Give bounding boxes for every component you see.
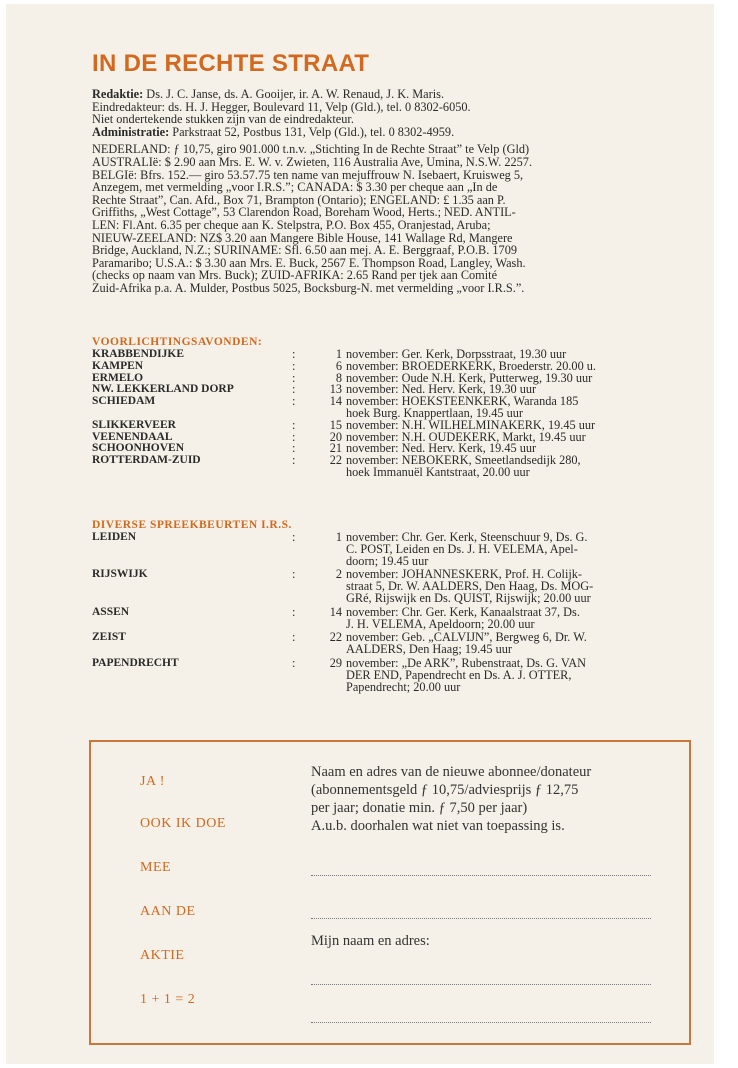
coupon-equation: 1 + 1 = 2: [140, 992, 196, 1007]
event-text-continued: J. H. VELEMA, Apeldoorn; 20.00 uur: [346, 616, 535, 631]
event-details: [322, 569, 702, 604]
coupon-mee: MEE: [140, 860, 172, 875]
masthead: [92, 88, 692, 295]
event-text: november: Chr. Ger. Kerk, Steenschuur 9, Ds. G.: [346, 530, 588, 544]
redaktie-label: Redaktie:: [92, 87, 144, 101]
event-day: 14: [329, 394, 342, 409]
note-line: Niet ondertekende stukken zijn van de eindredakteur.: [92, 112, 354, 127]
magazine-title: IN DE RECHTE STRAAT: [92, 50, 370, 77]
subscription-line: Zuid-Afrika p.a. A. Mulder, Postbus 5025, Bocksburg-N. met vermelding „voor I.R.S.”.: [92, 280, 525, 295]
voorlichting-section: [92, 335, 702, 479]
event-text: november: JOHANNESKERK, Prof. H. Colijk-: [346, 567, 583, 582]
subscription-line: Rechte Straat”, Can. Afd., Box 71, Brampton (Ontario); ENGELAND: £ 1.35 aan P.: [92, 192, 506, 207]
event-details: [322, 632, 702, 656]
event-row: [92, 569, 702, 604]
event-day: 29: [329, 655, 342, 670]
event-text: november: N.H. WILHELMINAKERK, 19.45 uur: [346, 417, 596, 432]
event-details: [322, 604, 702, 631]
event-colon: :: [292, 630, 296, 645]
coupon-instructions: [311, 763, 661, 835]
event-colon: :: [292, 347, 296, 361]
event-place: RIJSWIJK: [92, 568, 148, 581]
event-row: [92, 532, 702, 567]
event-text: november: „De ARK”, Rubenstraat, Ds. G. VAN: [346, 655, 586, 670]
new-subscriber-line-2[interactable]: [311, 918, 651, 919]
subscription-line: Anzegem, met vermelding „voor I.R.S.”; CANADA: $ 3.30 per cheque aan „In de: [92, 180, 498, 195]
event-place: SLIKKERVEER: [92, 418, 176, 431]
event-text: november: BROEDERKERK, Broederstr. 20.00 u.: [346, 358, 597, 373]
event-place: ZEIST: [92, 631, 126, 644]
event-day: 6: [335, 358, 342, 373]
event-day: 8: [335, 370, 342, 385]
coupon-aktie: AKTIE: [140, 948, 185, 963]
event-day: 1: [335, 530, 342, 544]
event-day: 1: [335, 347, 342, 361]
event-day: 14: [329, 604, 342, 619]
event-colon: :: [292, 530, 296, 544]
event-text: november: NEBOKERK, Smeetlandsedijk 280,: [346, 453, 581, 468]
event-colon: :: [292, 567, 296, 582]
subscription-line: LEN: Fl.Ant. 6.35 per cheque aan K. Stelpstra, P.O. Box 455, Oranjestad, Aruba;: [92, 217, 491, 232]
event-text: november: Geb. „CALVIJN”, Bergweg 6, Dr. W.: [346, 630, 587, 645]
voorlichting-heading: VOORLICHTINGSAVONDEN:: [92, 336, 263, 348]
event-text: november: Ned. Herv. Kerk, 19.30 uur: [346, 382, 537, 397]
eindredakteur-line: Eindredakteur: ds. H. J. Hegger, Boulevard 11, Velp (Gld.), tel. 0 8302-6050.: [92, 99, 471, 114]
instruction-line: A.u.b. doorhalen wat niet van toepassing is.: [311, 818, 565, 834]
subscription-line: Paramaribo; U.S.A.: $ 3.30 aan Mrs. E. Buck, 2567 E. Thompson Road, Langley, Wash.: [92, 255, 526, 270]
subscription-line: (checks op naam van Mrs. Buck); ZUID-AFRIKA: 2.65 Rand per tjek aan Comité: [92, 268, 498, 283]
event-colon: :: [292, 370, 296, 385]
subscription-line: Griffiths, „West Cottage”, 53 Clarendon Road, Boreham Wood, Herts.; NED. ANTIL-: [92, 205, 516, 220]
event-text: november: Ned. Herv. Kerk, 19.45 uur: [346, 441, 537, 456]
event-colon: :: [292, 358, 296, 373]
coupon-ja: JA !: [140, 774, 165, 789]
own-address-label: Mijn naam en adres:: [311, 933, 430, 949]
event-text-continued: hoek Immanuël Kantstraat, 20.00 uur: [346, 464, 530, 479]
instruction-line: (abonnementsgeld ƒ 10,75/adviesprijs ƒ 12,75: [311, 782, 579, 798]
event-colon: :: [292, 429, 296, 444]
subscription-line: BELGIë: Bfrs. 152.— giro 53.57.75 ten name van mejuffrouw N. Isebaert, Kruisweg 5,: [92, 167, 524, 182]
event-text: november: Oude N.H. Kerk, Putterweg, 19.30 uur: [346, 370, 593, 385]
subscription-line: NEDERLAND: ƒ 10,75, giro 901.000 t.n.v. „Stichting In de Rechte Straat” te Velp (Gld): [92, 142, 530, 157]
event-place: KAMPEN: [92, 359, 144, 372]
subscription-line: Bridge, Auckland, N.Z.; SURINAME: Sfl. 6.50 aan mej. A. E. Berggraaf, P.O.B. 1709: [92, 243, 517, 258]
event-colon: :: [292, 441, 296, 456]
spreekbeurten-heading: DIVERSE SPREEKBEURTEN I.R.S.: [92, 519, 292, 531]
coupon-ook-ik-doe: OOK IK DOE: [140, 816, 226, 831]
instruction-line: per jaar; donatie min. ƒ 7,50 per jaar): [311, 800, 528, 816]
event-place: NW. LEKKERLAND DORP: [92, 383, 234, 396]
event-details: [322, 396, 702, 420]
event-row: [92, 632, 702, 656]
own-address-line-2[interactable]: [311, 1022, 651, 1023]
event-colon: :: [292, 382, 296, 397]
event-colon: :: [292, 394, 296, 409]
event-text: november: N.H. OUDEKERK, Markt, 19.45 uur: [346, 429, 586, 444]
event-day: 21: [329, 441, 342, 456]
event-colon: :: [292, 417, 296, 432]
event-row: [92, 396, 702, 420]
subscription-line: AUSTRALIë: $ 2.90 aan Mrs. E. W. v. Zwieten, 116 Australia Ave, Umina, N.S.W. 2257.: [92, 154, 533, 169]
event-place: PAPENDRECHT: [92, 656, 179, 669]
event-text-continued: straat 5, Dr. W. AALDERS, Den Haag, Ds. MOG-: [346, 579, 594, 594]
event-day: 20: [329, 429, 342, 444]
event-text: november: HOEKSTEENKERK, Waranda 185: [346, 394, 579, 409]
subscription-line: NIEUW-ZEELAND: NZ$ 3.20 aan Mangere Bible House, 141 Wallage Rd, Mangere: [92, 230, 513, 245]
event-place: ASSEN: [92, 605, 130, 618]
event-text: november: Ger. Kerk, Dorpsstraat, 19.30 uur: [346, 347, 567, 361]
event-place: ERMELO: [92, 371, 144, 384]
event-colon: :: [292, 453, 296, 468]
event-day: 15: [329, 417, 342, 432]
event-text-continued: Papendrecht; 20.00 uur: [346, 679, 461, 694]
new-subscriber-line-1[interactable]: [311, 875, 651, 876]
redaktie-text: Ds. J. C. Janse, ds. A. Gooijer, ir. A. W. Renaud, J. K. Maris.: [143, 87, 445, 101]
event-colon: :: [292, 655, 296, 670]
event-details: [322, 655, 702, 694]
spreekbeurten-section: [92, 518, 702, 695]
event-text-continued: hoek Burg. Knappertlaan, 19.45 uur: [346, 405, 524, 420]
instruction-line: Naam en adres van de nieuwe abonnee/donateur: [311, 764, 592, 780]
event-place: SCHIEDAM: [92, 395, 156, 408]
administratie-text: Parkstraat 52, Postbus 131, Velp (Gld.), tel. 0 8302-4959.: [169, 124, 455, 139]
event-details: [322, 455, 702, 479]
event-day: 22: [329, 453, 342, 468]
event-place: LEIDEN: [92, 531, 137, 543]
subscription-coupon: [89, 740, 691, 1045]
own-address-line-1[interactable]: [311, 984, 651, 985]
event-day: 22: [329, 630, 342, 645]
event-text-continued: DER END, Papendrecht en Ds. A. J. OTTER,: [346, 667, 572, 682]
event-text-continued: C. POST, Leiden en Ds. J. H. VELEMA, Apel-: [346, 541, 578, 556]
administratie-line: [92, 126, 692, 139]
redaktie-line: [92, 88, 692, 101]
event-row: [92, 604, 702, 631]
event-text: november: Chr. Ger. Kerk, Kanaalstraat 37, Ds.: [346, 604, 580, 619]
event-day: 2: [335, 567, 342, 582]
event-row: [92, 655, 702, 694]
event-place: KRABBENDIJKE: [92, 348, 185, 360]
event-place: ROTTERDAM-ZUID: [92, 454, 201, 467]
event-day: 13: [329, 382, 342, 397]
event-row: [92, 455, 702, 479]
event-text-continued: AALDERS, Den Haag; 19.45 uur: [346, 642, 512, 657]
administratie-label: Administratie:: [92, 124, 170, 139]
event-colon: :: [292, 604, 296, 619]
event-text-continued: GRé, Rijswijk en Ds. QUIST, Rijswijk; 20.00 uur: [346, 590, 591, 605]
event-details: [322, 532, 702, 567]
event-place: SCHOONHOVEN: [92, 442, 185, 455]
event-text-continued: doorn; 19.45 uur: [346, 553, 429, 568]
event-place: VEENENDAAL: [92, 430, 173, 443]
coupon-aan-de: AAN DE: [140, 904, 196, 919]
subscription-block: [92, 143, 692, 294]
